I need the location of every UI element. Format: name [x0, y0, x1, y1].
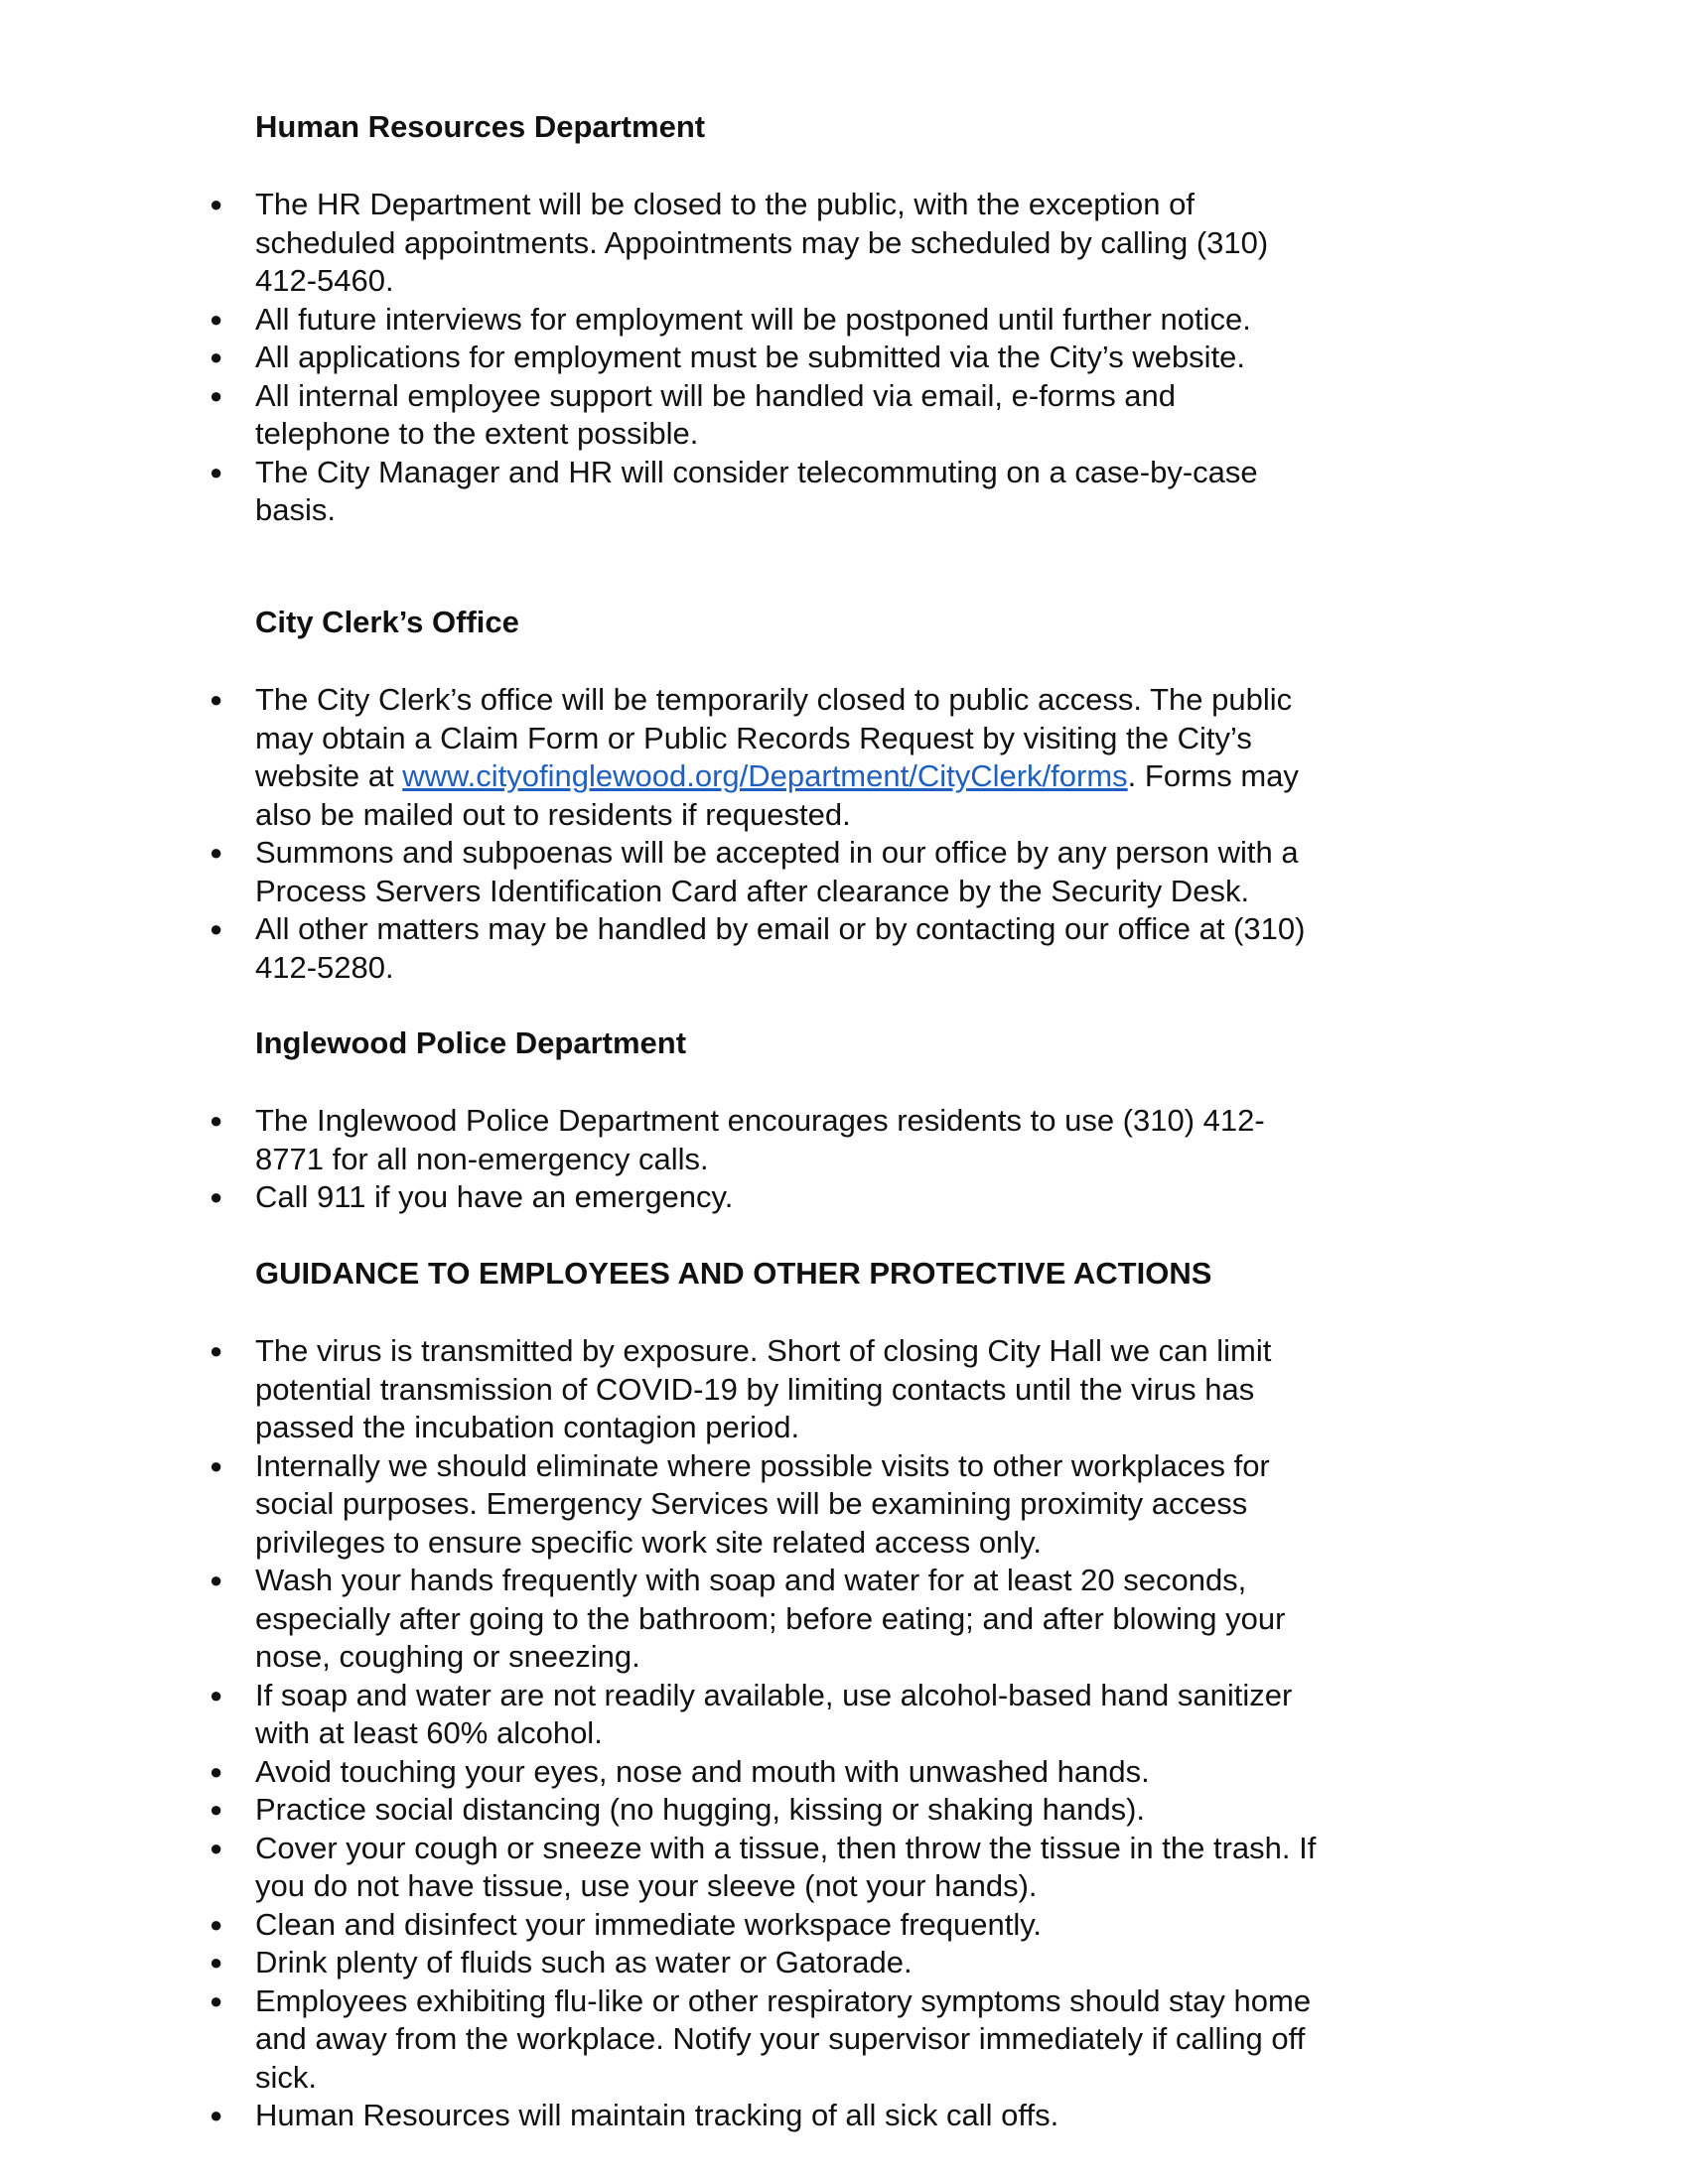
bullet-icon: ●: [210, 1338, 223, 1363]
list-item: [0, 301, 1397, 340]
bullet-icon: ●: [210, 1452, 223, 1478]
item-text: 412-5460.: [255, 263, 394, 298]
list-item: [0, 1830, 1397, 1906]
item-text: Call 911 if you have an emergency.: [255, 1179, 734, 1214]
list-item: [0, 1982, 1397, 2098]
bullet-icon: ●: [210, 1835, 223, 1860]
list-item: [0, 910, 1397, 987]
item-text: passed the incubation contagion period.: [255, 1410, 800, 1444]
bullet-icon: ●: [210, 382, 223, 408]
item-text: website at: [255, 758, 403, 793]
item-text: Clean and disinfect your immediate workspace frequently.: [255, 1906, 1043, 1942]
item-text: If soap and water are not readily available, use alcohol-based hand sanitizer: [255, 1677, 1293, 1712]
list-item: [0, 1102, 1397, 1178]
bullet-icon: ●: [210, 344, 223, 369]
bullet-icon: ●: [210, 192, 223, 216]
list-item: [0, 1562, 1397, 1677]
bullet-icon: ●: [210, 459, 223, 484]
list-item: [0, 377, 1397, 454]
bullet-icon: ●: [210, 1911, 223, 1937]
list-item: [0, 1178, 1397, 1217]
item-text: Human Resources will maintain tracking of all sick call offs.: [255, 2098, 1059, 2132]
hr-bullet-list: [0, 186, 1688, 530]
section-heading-hr: Human Resources Department: [255, 109, 706, 144]
list-item: [0, 834, 1397, 910]
item-text-with-link: [255, 757, 1397, 796]
list-item: [0, 1791, 1397, 1830]
item-text: basis.: [255, 492, 336, 527]
list-item: [0, 454, 1397, 530]
bullet-icon: ●: [210, 916, 223, 941]
list-item: [0, 1677, 1397, 1753]
item-text: privileges to ensure specific work site related access only.: [255, 1524, 1042, 1560]
bullet-icon: ●: [210, 1682, 223, 1707]
list-item: [0, 1753, 1397, 1792]
bullet-icon: ●: [210, 1987, 223, 2013]
bullet-icon: ●: [210, 840, 223, 865]
bullet-icon: ●: [210, 687, 223, 712]
city-clerk-forms-link[interactable]: www.cityofinglewood.org/Department/CityClerk/forms: [402, 758, 1128, 793]
bullet-icon: ●: [210, 1568, 223, 1592]
item-text: Wash your hands frequently with soap and water for at least 20 seconds,: [255, 1563, 1247, 1597]
item-text: Drink plenty of fluids such as water or Gatorade.: [255, 1945, 913, 1979]
bullet-icon: ●: [210, 1108, 223, 1133]
item-text: 412-5280.: [255, 949, 394, 985]
section-heading-city-clerk: City Clerk’s Office: [255, 605, 519, 639]
item-text: Employees exhibiting flu-like or other respiratory symptoms should stay home: [255, 1982, 1312, 2018]
bullet-icon: ●: [210, 2103, 223, 2127]
item-text: Practice social distancing (no hugging, kissing or shaking hands).: [255, 1792, 1146, 1827]
section-heading-guidance: GUIDANCE TO EMPLOYEES AND OTHER PROTECTIVE ACTIONS: [255, 1256, 1212, 1291]
list-item: [0, 1906, 1397, 1945]
police-bullet-list: [0, 1102, 1688, 1217]
item-text: especially after going to the bathroom; before eating; and after blowing your: [255, 1600, 1286, 1636]
item-text: Internally we should eliminate where possible visits to other workplaces for: [255, 1447, 1270, 1483]
item-text: All applications for employment must be submitted via the City’s website.: [255, 340, 1246, 374]
section-heading-police: Inglewood Police Department: [255, 1025, 687, 1060]
item-text: and away from the workplace. Notify your supervisor immediately if calling off: [255, 2021, 1306, 2056]
item-text: All other matters may be handled by email or by contacting our office at (310): [255, 911, 1306, 946]
list-item: [0, 1944, 1397, 1982]
list-item: [0, 186, 1397, 301]
bullet-icon: ●: [210, 1184, 223, 1209]
item-text: may obtain a Claim Form or Public Records Request by visiting the City’s: [255, 720, 1252, 755]
item-text: Process Servers Identification Card after clearance by the Security Desk.: [255, 873, 1250, 908]
bullet-icon: ●: [210, 1950, 223, 1975]
bullet-icon: ●: [210, 1758, 223, 1784]
item-text: All internal employee support will be handled via email, e-forms and: [255, 377, 1177, 413]
item-text: The Inglewood Police Department encourages residents to use (310) 412-: [255, 1103, 1265, 1138]
item-text: 8771 for all non-emergency calls.: [255, 1141, 709, 1176]
item-text: Cover your cough or sneeze with a tissue, then throw the tissue in the trash. If: [255, 1830, 1317, 1865]
item-text: The City Manager and HR will consider telecommuting on a case-by-case: [255, 454, 1258, 489]
item-text: . Forms may: [1127, 758, 1299, 793]
list-item: [0, 1447, 1397, 1563]
item-text: telephone to the extent possible.: [255, 416, 699, 451]
item-text: with at least 60% alcohol.: [255, 1715, 603, 1750]
guidance-bullet-list: [0, 1332, 1688, 2135]
bullet-icon: ●: [210, 306, 223, 332]
list-item: [0, 339, 1397, 377]
item-text: you do not have tissue, use your sleeve (not your hands).: [255, 1868, 1038, 1903]
item-text: social purposes. Emergency Services will be examining proximity access: [255, 1486, 1248, 1521]
item-text: The HR Department will be closed to the public, with the exception of: [255, 187, 1195, 221]
item-text: The City Clerk’s office will be temporarily closed to public access. The public: [255, 682, 1293, 717]
city-clerk-bullet-list: [0, 681, 1688, 987]
list-item: [0, 2097, 1397, 2135]
list-item: [0, 681, 1397, 834]
item-text: Summons and subpoenas will be accepted in our office by any person with a: [255, 835, 1299, 870]
item-text: sick.: [255, 2059, 317, 2095]
item-text: All future interviews for employment will be postponed until further notice.: [255, 301, 1251, 337]
bullet-icon: ●: [210, 1797, 223, 1822]
list-item: [0, 1332, 1397, 1447]
item-text: Avoid touching your eyes, nose and mouth with unwashed hands.: [255, 1753, 1150, 1789]
item-text: potential transmission of COVID-19 by limiting contacts until the virus has: [255, 1371, 1255, 1407]
item-text: The virus is transmitted by exposure. Short of closing City Hall we can limit: [255, 1333, 1272, 1368]
item-text: nose, coughing or sneezing.: [255, 1639, 640, 1674]
item-text: scheduled appointments. Appointments may be scheduled by calling (310): [255, 224, 1269, 260]
item-text: also be mailed out to residents if requested.: [255, 796, 851, 832]
